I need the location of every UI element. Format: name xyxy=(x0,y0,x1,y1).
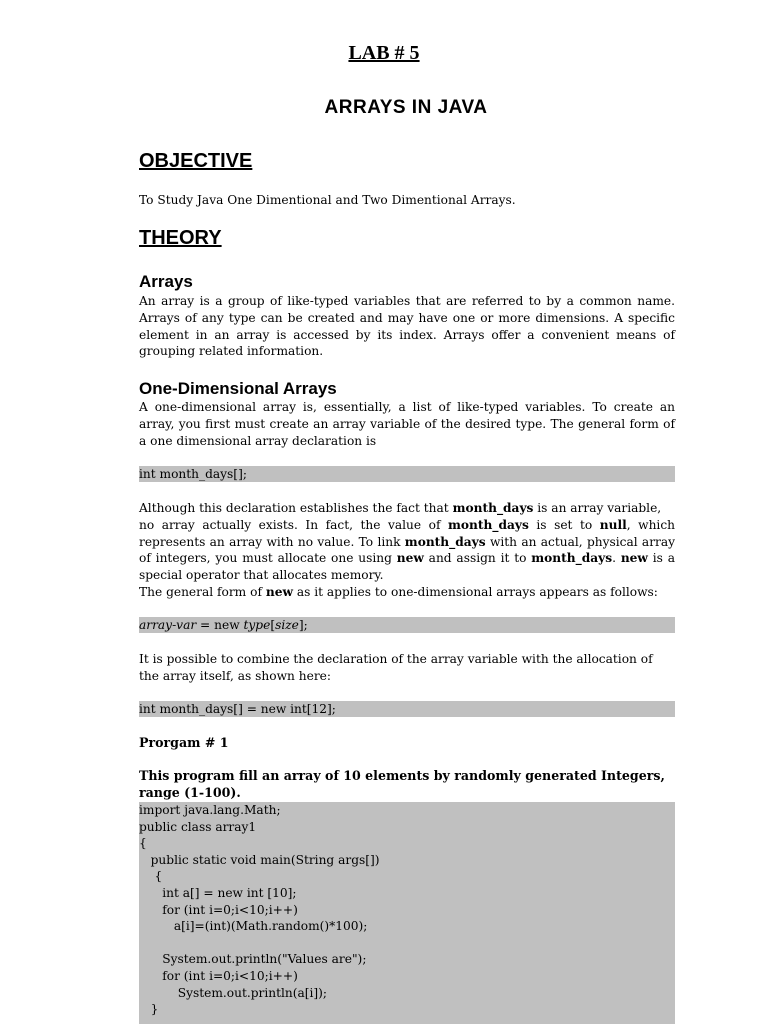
code-line: System.out.println(a[i]); xyxy=(139,985,328,1000)
declaration-explanation: Although this declaration establishes the fact that month_days is an array variable, no array actually exists. In fact, the value of month_days is set to null, which represents an array with no value. To link month_days with an actual, physical array of integers, you must allocate one using new and assign it to month_days. new is a special operator that allocates memory. The general form of new as it applies to one-dimensional arrays appears as follows: xyxy=(139,501,675,599)
code-line: public class array1 xyxy=(139,819,257,834)
program-label: Prorgam # 1 xyxy=(139,735,229,750)
code-line: a[i]=(int)(Math.random()*100); xyxy=(139,919,368,934)
code-line: { xyxy=(139,869,163,884)
lab-number-title: LAB # 5 xyxy=(348,42,420,64)
code-line: for (int i=0;i<10;i++) xyxy=(139,902,298,917)
objective-text: To Study Java One Dimentional and Two Dimentional Arrays. xyxy=(139,193,516,207)
page-title: ARRAYS IN JAVA xyxy=(324,97,488,118)
code-line: { xyxy=(139,836,147,851)
theory-heading: THEORY xyxy=(139,227,222,249)
arrays-paragraph: An array is a group of like-typed variables that are referred to by a common name. Arrays of any type can be created and may have one or more dimensions. A specific element in an array is accessed by its index. Arrays offer a convenient means of grouping related information. xyxy=(139,294,675,359)
combined-declaration-code: int month_days[] = new int[12]; xyxy=(139,701,675,717)
code-line xyxy=(139,935,675,952)
code-line: } xyxy=(139,1002,159,1017)
one-dim-heading: One-Dimensional Arrays xyxy=(139,379,337,398)
code-line: for (int i=0;i<10;i++) xyxy=(139,968,298,983)
one-dim-intro: A one-dimensional array is, essentially, a list of like-typed variables. To create an array, you first must create an array variable of the desired type. The general form of a one dimensional array declaration is xyxy=(139,400,675,448)
code-line: public static void main(String args[]) xyxy=(139,852,380,867)
program-code-block xyxy=(139,802,675,1024)
code-line: import java.lang.Math; xyxy=(139,803,281,817)
objective-heading: OBJECTIVE xyxy=(139,150,253,172)
general-form-code: array-var = new type[size]; xyxy=(139,617,675,633)
program-description: This program fill an array of 10 elements by randomly generated Integers, range (1-100). xyxy=(139,768,665,800)
declaration-code: int month_days[]; xyxy=(139,466,675,482)
code-line: System.out.println("Values are"); xyxy=(139,952,367,967)
arrays-heading: Arrays xyxy=(139,272,193,291)
code-line: int a[] = new int [10]; xyxy=(139,885,297,900)
combine-paragraph: It is possible to combine the declaration of the array variable with the allocation of the array itself, as shown here: xyxy=(139,652,653,683)
